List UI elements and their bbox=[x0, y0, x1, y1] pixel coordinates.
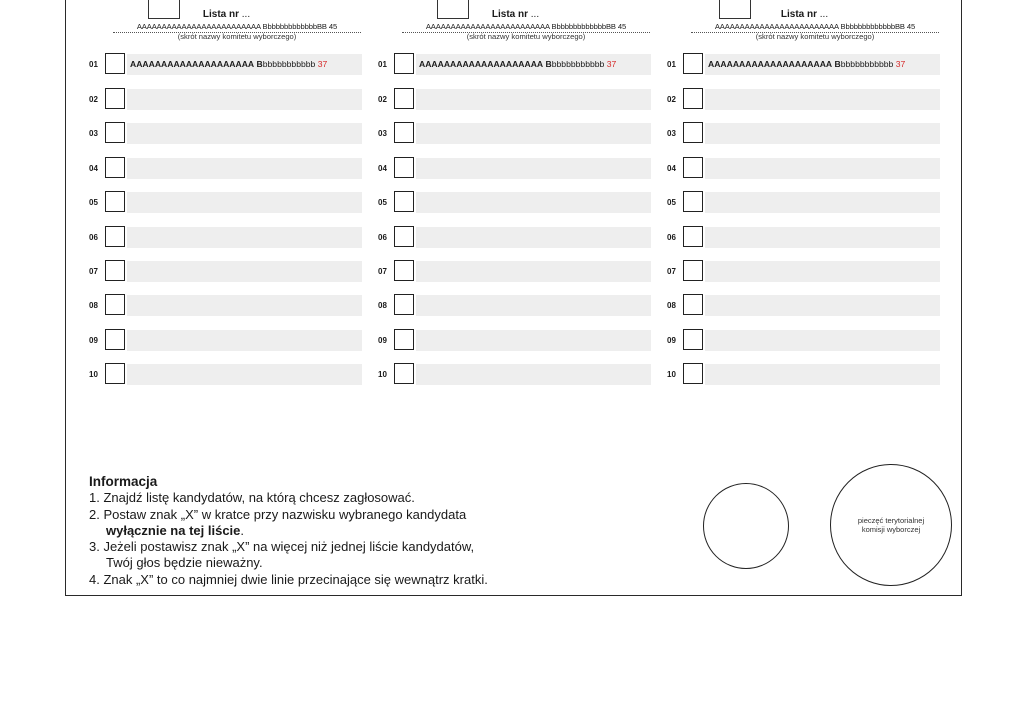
info-item-4: 4. Znak „X” to co najmniej dwie linie przecinające się wewnątrz kratki. bbox=[89, 571, 488, 587]
candidate-row bbox=[667, 53, 942, 76]
vote-checkbox[interactable] bbox=[105, 122, 125, 143]
info-item-2-end: . bbox=[240, 522, 245, 538]
candidate-row bbox=[89, 191, 364, 214]
candidate-name-field bbox=[705, 158, 940, 179]
candidate-name-field bbox=[127, 89, 362, 110]
vote-checkbox[interactable] bbox=[105, 226, 125, 247]
info-item-2: 2. Postaw znak „X” w kratce przy nazwisku wybranego kandydata bbox=[89, 506, 467, 522]
candidate-name-field bbox=[127, 295, 362, 316]
list-number-label bbox=[89, 9, 364, 20]
candidate-name-field bbox=[416, 364, 651, 385]
candidate-surname-initial: B bbox=[834, 59, 841, 69]
candidate-number: 07 bbox=[667, 267, 676, 276]
candidate-number: 09 bbox=[378, 336, 387, 345]
candidate-row bbox=[89, 329, 364, 352]
candidate-name-field bbox=[416, 192, 651, 213]
candidate-row bbox=[378, 122, 653, 145]
candidate-name-field bbox=[416, 123, 651, 144]
candidate-number: 08 bbox=[667, 301, 676, 310]
candidate-surname-rest: bbbbbbbbbbb bbox=[840, 59, 894, 69]
candidate-number: 10 bbox=[378, 370, 387, 379]
candidate-number: 09 bbox=[89, 336, 98, 345]
list-number-placeholder: ... bbox=[241, 9, 251, 20]
vote-checkbox[interactable] bbox=[105, 363, 125, 384]
candidate-row bbox=[89, 157, 364, 180]
candidate-name-field bbox=[705, 54, 940, 75]
candidate-name-field bbox=[416, 158, 651, 179]
info-title: Informacja bbox=[89, 474, 158, 489]
candidate-name-field bbox=[705, 261, 940, 282]
vote-checkbox[interactable] bbox=[683, 363, 703, 384]
candidate-row bbox=[378, 363, 653, 386]
vote-checkbox[interactable] bbox=[683, 260, 703, 281]
candidate-number: 01 bbox=[378, 60, 387, 69]
candidate-row bbox=[89, 294, 364, 317]
information-section bbox=[89, 474, 488, 588]
candidate-row bbox=[667, 122, 942, 145]
candidate-number: 07 bbox=[89, 267, 98, 276]
candidate-row bbox=[667, 260, 942, 283]
list-label-text: Lista nr bbox=[202, 9, 239, 20]
candidate-number: 02 bbox=[89, 95, 98, 104]
committee-caption: (skrót nazwy komitetu wyborczego) bbox=[177, 32, 297, 41]
candidate-number: 03 bbox=[378, 129, 387, 138]
candidate-row bbox=[378, 88, 653, 111]
candidate-name-field bbox=[416, 227, 651, 248]
vote-checkbox[interactable] bbox=[105, 260, 125, 281]
info-item-3: 3. Jeżeli postawisz znak „X” na więcej niż jednej liście kandydatów, bbox=[89, 539, 475, 555]
candidate-name-field bbox=[416, 261, 651, 282]
info-item-1: 1. Znajdź listę kandydatów, na którą chcesz zagłosować. bbox=[89, 490, 415, 506]
vote-checkbox[interactable] bbox=[394, 329, 414, 350]
candidate-row bbox=[667, 363, 942, 386]
candidate-row bbox=[378, 329, 653, 352]
candidate-age: 37 bbox=[895, 59, 906, 69]
vote-checkbox[interactable] bbox=[394, 88, 414, 109]
candidate-number: 06 bbox=[89, 233, 98, 242]
candidate-name-field bbox=[705, 123, 940, 144]
candidate-name-field bbox=[127, 261, 362, 282]
vote-checkbox[interactable] bbox=[394, 226, 414, 247]
vote-checkbox[interactable] bbox=[683, 294, 703, 315]
vote-checkbox[interactable] bbox=[683, 53, 703, 74]
vote-checkbox[interactable] bbox=[683, 191, 703, 212]
candidate-name-field bbox=[705, 192, 940, 213]
candidate-number: 05 bbox=[378, 198, 387, 207]
candidate-name-field bbox=[416, 330, 651, 351]
list-label-text: Lista nr bbox=[780, 9, 817, 20]
candidate-row bbox=[378, 191, 653, 214]
candidate-row bbox=[89, 260, 364, 283]
vote-checkbox[interactable] bbox=[683, 157, 703, 178]
candidate-row bbox=[378, 226, 653, 249]
candidate-first-name: AAAAAAAAAAAAAAAAAAAA bbox=[708, 59, 833, 69]
candidate-name-field bbox=[127, 192, 362, 213]
candidate-number: 08 bbox=[378, 301, 387, 310]
list-number-label bbox=[667, 9, 942, 20]
candidate-row bbox=[378, 260, 653, 283]
list-number-placeholder: ... bbox=[819, 9, 829, 20]
candidate-name-field bbox=[127, 227, 362, 248]
vote-checkbox[interactable] bbox=[105, 294, 125, 315]
candidate-name-field bbox=[416, 54, 651, 75]
committee-name: AAAAAAAAAAAAAAAAAAAAAAAAA BbbbbbbbbbbbbBB 45 bbox=[691, 22, 939, 33]
vote-checkbox[interactable] bbox=[105, 191, 125, 212]
candidate-name-field bbox=[705, 227, 940, 248]
candidate-row bbox=[378, 157, 653, 180]
candidate-number: 03 bbox=[667, 129, 676, 138]
vote-checkbox[interactable] bbox=[105, 157, 125, 178]
vote-checkbox[interactable] bbox=[394, 191, 414, 212]
vote-checkbox[interactable] bbox=[105, 88, 125, 109]
vote-checkbox[interactable] bbox=[683, 88, 703, 109]
candidate-name-field bbox=[127, 54, 362, 75]
candidate-name-field bbox=[127, 123, 362, 144]
candidate-name-field bbox=[416, 89, 651, 110]
list-label-text: Lista nr bbox=[491, 9, 528, 20]
vote-checkbox[interactable] bbox=[105, 53, 125, 74]
vote-checkbox[interactable] bbox=[105, 329, 125, 350]
seal-caption: pieczęć terytorialnej komisji wyborczej bbox=[857, 516, 925, 534]
candidate-number: 05 bbox=[667, 198, 676, 207]
candidate-surname-rest: bbbbbbbbbbb bbox=[262, 59, 316, 69]
vote-checkbox[interactable] bbox=[683, 226, 703, 247]
list-number-placeholder: ... bbox=[530, 9, 540, 20]
candidate-number: 04 bbox=[667, 164, 676, 173]
candidate-number: 05 bbox=[89, 198, 98, 207]
candidate-name-field bbox=[127, 158, 362, 179]
candidate-number: 02 bbox=[378, 95, 387, 104]
candidate-number: 10 bbox=[89, 370, 98, 379]
candidate-first-name: AAAAAAAAAAAAAAAAAAAA bbox=[130, 59, 255, 69]
candidate-row bbox=[667, 329, 942, 352]
info-item-2-continuation bbox=[89, 523, 488, 539]
candidate-row bbox=[378, 294, 653, 317]
vote-checkbox[interactable] bbox=[394, 294, 414, 315]
candidate-number: 09 bbox=[667, 336, 676, 345]
candidate-name-field bbox=[705, 295, 940, 316]
candidate-row bbox=[89, 53, 364, 76]
candidate-name-field bbox=[705, 330, 940, 351]
info-item-3-continuation: Twój głos będzie nieważny. bbox=[106, 555, 263, 571]
candidate-surname-initial: B bbox=[545, 59, 552, 69]
candidate-row bbox=[667, 226, 942, 249]
candidate-number: 10 bbox=[667, 370, 676, 379]
vote-checkbox[interactable] bbox=[683, 122, 703, 143]
candidate-age: 37 bbox=[317, 59, 328, 69]
candidate-row bbox=[378, 53, 653, 76]
candidate-row bbox=[89, 363, 364, 386]
vote-checkbox[interactable] bbox=[394, 122, 414, 143]
candidate-row bbox=[89, 226, 364, 249]
list-number-label bbox=[378, 9, 653, 20]
commission-stamp-circle bbox=[703, 483, 789, 569]
info-item-2-bold: wyłącznie na tej liście bbox=[106, 522, 241, 538]
candidate-name-field bbox=[127, 330, 362, 351]
candidate-surname-initial: B bbox=[256, 59, 263, 69]
candidate-name-field bbox=[705, 364, 940, 385]
committee-caption: (skrót nazwy komitetu wyborczego) bbox=[755, 32, 875, 41]
vote-checkbox[interactable] bbox=[683, 329, 703, 350]
candidate-number: 06 bbox=[378, 233, 387, 242]
candidate-number: 01 bbox=[89, 60, 98, 69]
vote-checkbox[interactable] bbox=[394, 157, 414, 178]
vote-checkbox[interactable] bbox=[394, 363, 414, 384]
candidate-row bbox=[667, 157, 942, 180]
candidate-number: 07 bbox=[378, 267, 387, 276]
candidate-surname-rest: bbbbbbbbbbb bbox=[551, 59, 605, 69]
candidate-number: 04 bbox=[378, 164, 387, 173]
candidate-number: 01 bbox=[667, 60, 676, 69]
candidate-name-field bbox=[127, 364, 362, 385]
vote-checkbox[interactable] bbox=[394, 260, 414, 281]
committee-caption: (skrót nazwy komitetu wyborczego) bbox=[466, 32, 586, 41]
candidate-number: 08 bbox=[89, 301, 98, 310]
candidate-number: 06 bbox=[667, 233, 676, 242]
committee-name: AAAAAAAAAAAAAAAAAAAAAAAAA BbbbbbbbbbbbbBB 45 bbox=[113, 22, 361, 33]
candidate-number: 03 bbox=[89, 129, 98, 138]
candidate-row bbox=[89, 122, 364, 145]
territorial-seal-circle bbox=[830, 464, 952, 586]
candidate-first-name: AAAAAAAAAAAAAAAAAAAA bbox=[419, 59, 544, 69]
committee-name: AAAAAAAAAAAAAAAAAAAAAAAAA BbbbbbbbbbbbbBB 45 bbox=[402, 22, 650, 33]
candidate-row bbox=[89, 88, 364, 111]
candidate-name-field bbox=[416, 295, 651, 316]
candidate-name-field bbox=[705, 89, 940, 110]
candidate-number: 04 bbox=[89, 164, 98, 173]
candidate-age: 37 bbox=[606, 59, 617, 69]
candidate-row bbox=[667, 294, 942, 317]
candidate-number: 02 bbox=[667, 95, 676, 104]
candidate-row bbox=[667, 191, 942, 214]
vote-checkbox[interactable] bbox=[394, 53, 414, 74]
candidate-row bbox=[667, 88, 942, 111]
